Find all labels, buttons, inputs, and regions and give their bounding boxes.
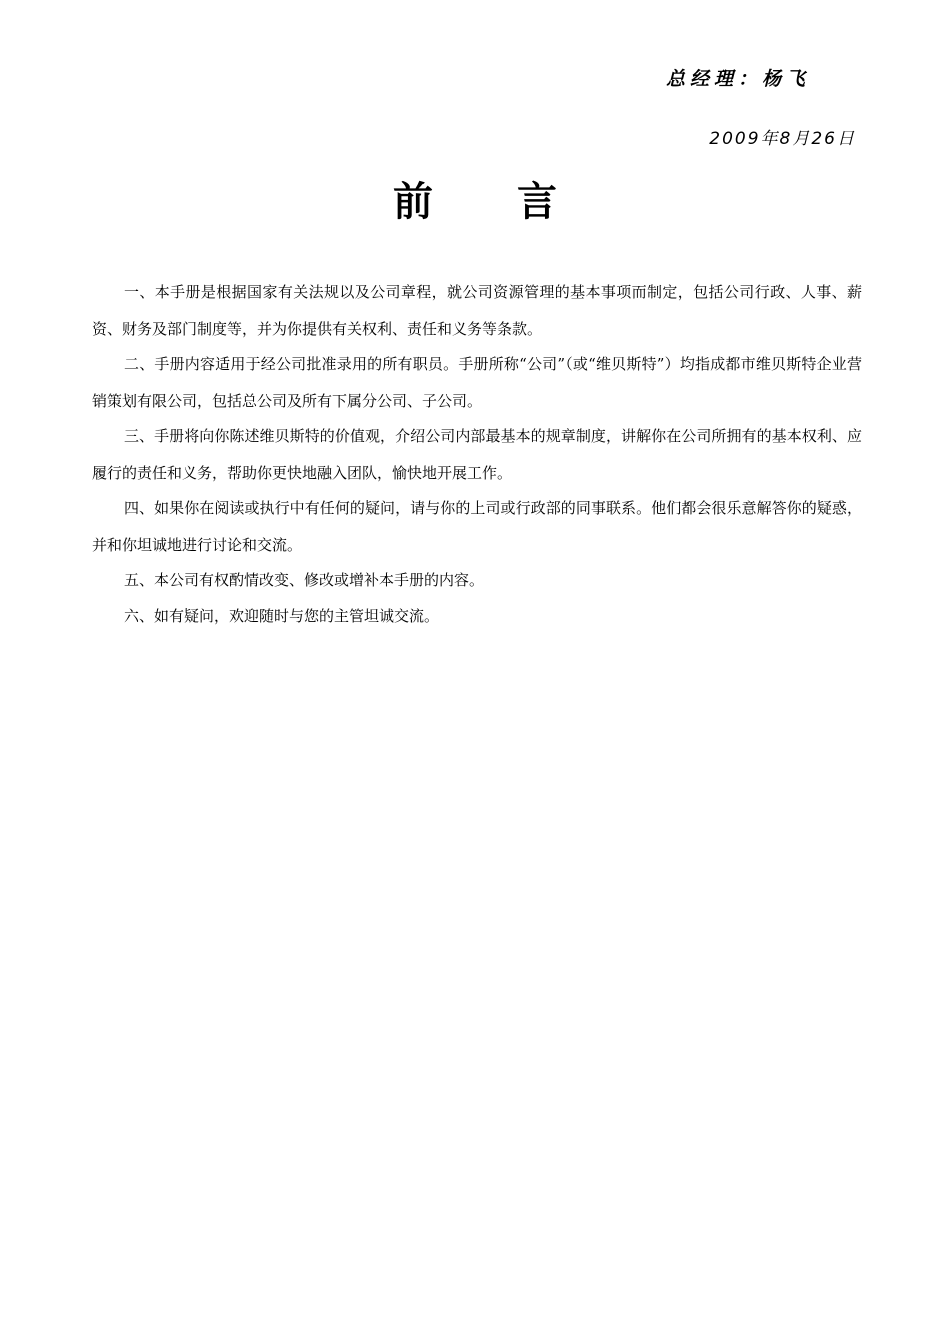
paragraph-6: 六、如有疑问，欢迎随时与您的主管坦诚交流。 [124, 606, 440, 625]
paragraph-5: 五、本公司有权酌情改变、修改或增补本手册的内容。 [124, 571, 485, 589]
preface-body [92, 274, 862, 633]
page-title: 前言 [393, 179, 641, 225]
paragraph-3: 三、手册将向你陈述维贝斯特的价值观，介绍公司内部最基本的规章制度，讲解你在公司所拥有的基本权利、应履行的责任和义务，帮助你更快地融入团队，愉快地开展工作。 [92, 427, 862, 482]
paragraph-4: 四、如果你在阅读或执行中有任何的疑问，请与你的上司或行政部的同事联系。他们都会很乐意解答你的疑惑，并和你坦诚地进行讨论和交流。 [92, 499, 862, 554]
paragraph-1: 一、本手册是根据国家有关法规以及公司章程，就公司资源管理的基本事项而制定，包括公司行政、人事、薪资、财务及部门制度等，并为你提供有关权利、责任和义务等条款。 [92, 283, 862, 338]
manager-signature: 总经理：杨飞 [666, 68, 811, 90]
paragraph-2: 二、手册内容适用于经公司批准录用的所有职员。手册所称“公司”（或“维贝斯特”）均指成都市维贝斯特企业营销策划有限公司，包括总公司及所有下属分公司、子公司。 [92, 355, 862, 410]
signature-date: 2009年8月26日 [709, 129, 856, 149]
